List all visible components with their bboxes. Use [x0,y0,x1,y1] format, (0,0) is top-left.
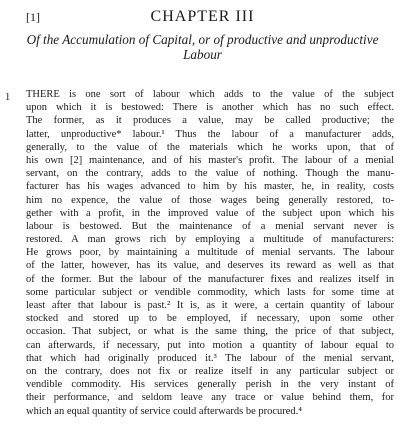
text-line: some particular subject or vendible commodity, which lasts for some time at [26,286,394,298]
text-line: upon which it is bestowed: There is another which has no such effect. [26,102,394,114]
text-line: vendible commodity. His services generally perish in the very instant of [26,379,394,391]
text-line: restored. A man grows rich by employing a multitude of manufacturers: [26,234,394,246]
text-line: generally, to the value of the materials which he works upon, that of [26,141,394,153]
paragraph-number: 1 [5,92,11,103]
text-line: can afterwards, if necessary, put into motion a quantity of labour equal to [26,339,394,351]
text-line: gether with a profit, in the improved value of the subject upon which his [26,207,394,219]
text-line: facturer has his wages advanced to him by his master, he, in reality, costs [26,181,394,193]
text-line: occasion. That subject, or what is the same thing, the price of that subject, [26,326,394,338]
text-line: THERE is one sort of labour which adds to the value of the subject [26,89,394,100]
text-line: that which had originally produced it.³ The labour of the menial servant, [26,352,394,364]
chapter-title: CHAPTER III [150,8,255,25]
subtitle-line: Of the Accumulation of Capital, or of productive and unproductive [26,32,379,47]
text-line: The former, as it produces a value, may be called productive; the [26,115,394,127]
page-marker: [1] [26,10,40,24]
text-line: He grows poor, by maintaining a multitude of menial servants. The labour [26,247,394,259]
text-line: least after that labour is past.² It is, as it were, a certain quantity of labour [26,300,394,311]
text-line: servant, on the contrary, adds to the value of nothing. Though the manu- [26,168,394,180]
text-line: labour is bestowed. But the maintenance of a menial servant never is [26,220,394,232]
text-line: him no expence, the value of those wages being generally restored, to- [26,194,394,206]
text-line: stocked and stored up to be employed, if necessary, upon some other [26,313,394,325]
chapter-header [26,8,379,26]
text-line: on the contrary, does not fix or realize itself in any particular subject or [26,365,394,377]
text-line: of the former. But the labour of the manufacturer fixes and realizes itself in [26,273,394,285]
text-line: latter, unproductive* labour.¹ Thus the labour of a manufacturer adds, [26,128,394,140]
subtitle-line: Labour [183,47,222,62]
text-line: their performance, and seldom leave any trace or value behind them, for [26,392,394,404]
text-line: his own [2] maintenance, and of his master's profit. The labour of a menial [26,154,394,166]
text-line: of the latter, however, has its value, and deserves its reward as well as that [26,260,394,272]
text-line: which an equal quantity of service could afterwards be procured.⁴ [26,405,302,417]
body-paragraph [26,88,394,418]
chapter-subtitle [14,32,391,62]
